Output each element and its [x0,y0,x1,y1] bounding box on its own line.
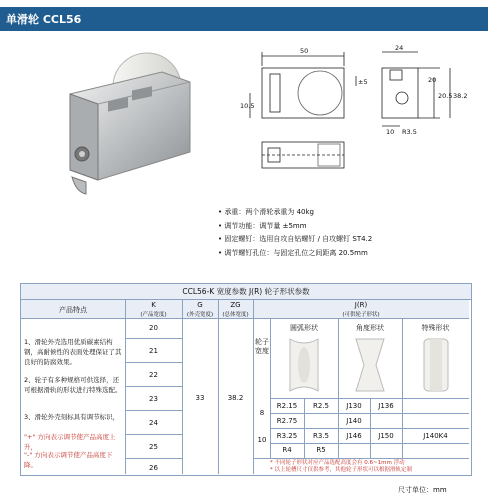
dim-adjust: ±5 [358,78,368,86]
technical-drawing [240,38,480,178]
col-header-jr-sub: (可供轮子形状) [342,312,380,318]
dim-38-2: 38.2 [453,92,468,100]
dim-r3-5: R3.5 [402,128,417,136]
arc-wheel-image [284,335,324,395]
k-value: 22 [149,371,158,379]
grid-line [270,398,469,399]
grid-line [125,458,182,459]
col-header-g: G [197,301,203,309]
table-cell: R3.25 [276,432,298,440]
shape-header-special: 特殊形状 [421,324,450,332]
zg-value: 38.2 [227,394,244,402]
shape-header-arc: 圆弧形状 [290,324,318,332]
k-value: 20 [149,324,158,332]
table-cell: R4 [282,446,292,454]
col-header-zg: ZG [230,301,241,309]
grid-line [270,428,469,429]
k-value: 21 [149,347,158,355]
wheel-width-10: 10 [257,436,267,444]
table-cell: J150 [378,432,394,440]
feature-3-minus: "-" 方向表示调节使产品高度下降。 [24,451,113,469]
col-header-features: 产品特点 [59,306,87,314]
shape-header-angle: 角度形状 [356,324,384,332]
page-title: 单滑轮 CCL56 [6,13,82,26]
grid-line [125,338,182,339]
table-cell: R2.5 [313,402,329,410]
wheel-width-label: 轮子宽度 [255,338,269,355]
grid-line [125,362,182,363]
grid-line [253,458,469,459]
k-value: 24 [149,419,158,427]
k-value: 23 [149,395,158,403]
g-value: 33 [195,394,205,402]
feature-3-plus: "+" 方向表示调节使产品高度上升， [24,433,116,451]
grid-line [270,443,469,444]
grid-line [182,300,183,474]
table-title: CCL56-K 宽度参数 J(R) 轮子形状参数 [20,283,472,300]
grid-line [125,410,182,411]
dim-20: 20 [428,76,437,84]
table-note-1: * 不同轮子形状对应产品选配高度会有 0.6~1mm 浮动 [270,460,405,466]
dim-10: 10 [386,128,395,136]
feature-3: 3、滑轮外壳刻标具有调节标识， [24,413,120,421]
dim-10-5: 10.5 [240,102,255,110]
table-cell: R5 [316,446,326,454]
table-cell: R2.75 [276,417,298,425]
wheel-width-8: 8 [259,409,265,417]
table-cell: J140K4 [423,432,448,440]
grid-line [270,413,469,414]
product-photo [12,42,202,207]
grid-line [253,300,254,474]
spec-screw: • 固定螺钉：选用自攻自钻螺钉 / 自攻螺钉 ST4.2 [218,235,373,244]
table-cell: J140 [346,417,362,425]
col-header-jr: J(R) [354,301,368,309]
table-cell: J136 [378,402,394,410]
table-cell: R2.15 [276,402,298,410]
k-value: 26 [149,464,158,472]
unit-label: 尺寸单位：mm [398,486,447,494]
table-cell: R3.5 [313,432,329,440]
feature-2: 2、轮子有多种规格可供选择，还可根据滑轨的形状进行特殊选配。 [24,376,122,394]
col-header-k-sub: (产品宽度) [140,312,167,318]
table-cell: J130 [346,402,362,410]
table-note-2: * 以上轮槽尺寸仅供参考，其他轮子形状可以根据滑轨定制 [270,467,413,473]
spec-load: • 承重：两个滑轮承重为 40kg [218,208,314,216]
col-header-zg-sub: (总体宽度) [222,312,249,318]
feature-1: 1、滑轮外壳选用优质碳素结构钢，高耐候性的表面处理保证了其良好的防腐效果。 [24,338,122,366]
col-header-g-sub: (外壳宽度) [186,312,214,318]
special-wheel-image [416,335,456,395]
grid-line [218,300,219,474]
grid-line [125,434,182,435]
angle-wheel-image [350,335,390,395]
spec-hole: • 调节螺钉孔位：与固定孔位之间距离 20.5mm [218,248,368,257]
spec-adjust: • 调节功能：调节量 ±5mm [218,221,307,230]
spec-list [218,206,480,260]
k-value: 25 [149,443,158,451]
dim-24: 24 [395,44,404,52]
table-cell: J146 [346,432,362,440]
col-header-k: K [151,301,156,309]
grid-line [21,318,469,319]
dim-50: 50 [300,47,309,55]
dim-20-5: 20.5 [438,92,453,100]
grid-line [125,386,182,387]
